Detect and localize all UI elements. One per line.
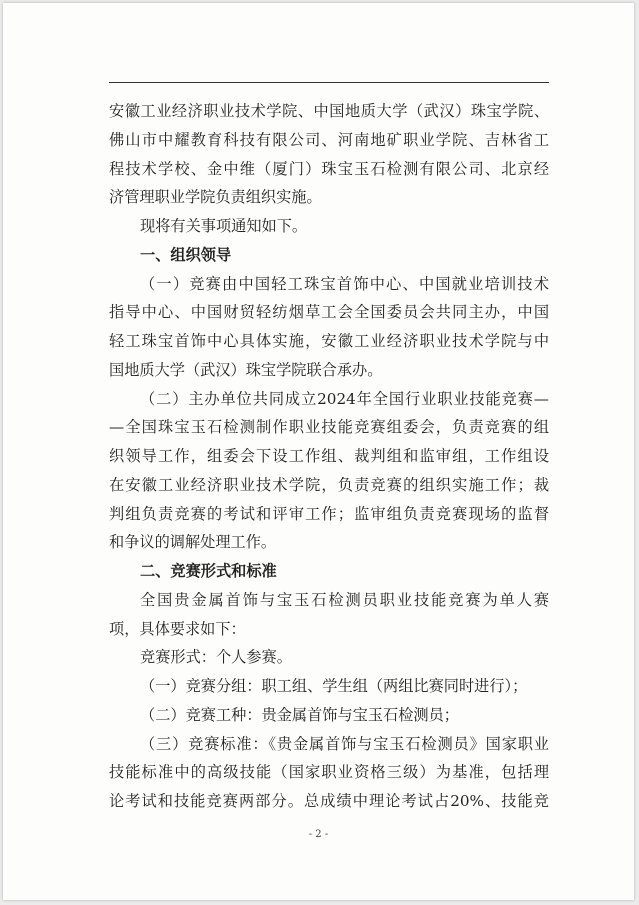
document-page bbox=[3, 3, 634, 900]
header-rule bbox=[109, 82, 549, 83]
text-line-21: （一）竞赛分组：职工组、学生组（两组比赛同时进行）； bbox=[140, 677, 528, 695]
text-line-13: 织领导工作，组委会下设工作组、裁判组和监审组，工作组设 bbox=[109, 447, 549, 465]
text-line-5: 现将有关事项通知如下。 bbox=[140, 217, 308, 235]
section-heading-1: 一、组织领导 bbox=[140, 245, 232, 264]
section-heading-2: 二、竞赛形式和标准 bbox=[140, 562, 277, 580]
text-line-11: （二）主办单位共同成立2024年全国行业职业技能竞赛— bbox=[140, 389, 549, 408]
text-line-10: 国地质大学（武汉）珠宝学院联合承办。 bbox=[109, 360, 383, 379]
text-line-18: 全国贵金属首饰与宝玉石检测员职业技能竞赛为单人赛 bbox=[140, 590, 549, 609]
text-line-15: 判组负责竞赛的考试和评审工作；监审组负责竞赛现场的监督 bbox=[109, 504, 549, 523]
text-line-2: 佛山市中耀教育科技有限公司、河南地矿职业学院、吉林省工 bbox=[109, 130, 549, 149]
text-line-9: 轻工珠宝首饰中心具体实施，安徽工业经济职业技术学院与中 bbox=[109, 332, 549, 350]
text-line-14: 在安徽工业经济职业技术学院，负责竞赛的组织实施工作；裁 bbox=[109, 475, 549, 494]
text-line-20: 竞赛形式：个人参赛。 bbox=[140, 648, 292, 667]
text-line-8: 指导中心、中国财贸轻纺烟草工会全国委员会共同主办，中国 bbox=[109, 303, 549, 322]
text-line-3: 程技术学校、金中维（厦门）珠宝玉石检测有限公司、北京经 bbox=[109, 159, 549, 178]
text-line-19: 项，具体要求如下： bbox=[109, 619, 246, 638]
text-line-25: 论考试和技能竞赛两部分。总成绩中理论考试占20%、技能竞 bbox=[109, 792, 549, 810]
text-line-22: （二）竞赛工种：贵金属首饰与宝玉石检测员； bbox=[140, 705, 459, 724]
text-line-24: 技能标准中的高级技能（国家职业资格三级）为基准，包括理 bbox=[109, 763, 549, 782]
text-line-16: 和争议的调解处理工作。 bbox=[109, 533, 277, 552]
text-line-7: （一）竞赛由中国轻工珠宝首饰中心、中国就业培训技术 bbox=[140, 274, 549, 293]
page-number: - 2 - bbox=[308, 829, 329, 840]
text-line-23: （三）竞赛标准：《贵金属首饰与宝玉石检测员》国家职业 bbox=[140, 734, 549, 753]
text-line-12: —全国珠宝玉石检测制作职业技能竞赛组委会，负责竞赛的组 bbox=[109, 418, 549, 437]
body-text bbox=[109, 97, 549, 816]
text-line-1: 安徽工业经济职业技术学院、中国地质大学（武汉）珠宝学院、 bbox=[109, 102, 549, 120]
text-line-4: 济管理职业学院负责组织实施。 bbox=[109, 188, 322, 207]
